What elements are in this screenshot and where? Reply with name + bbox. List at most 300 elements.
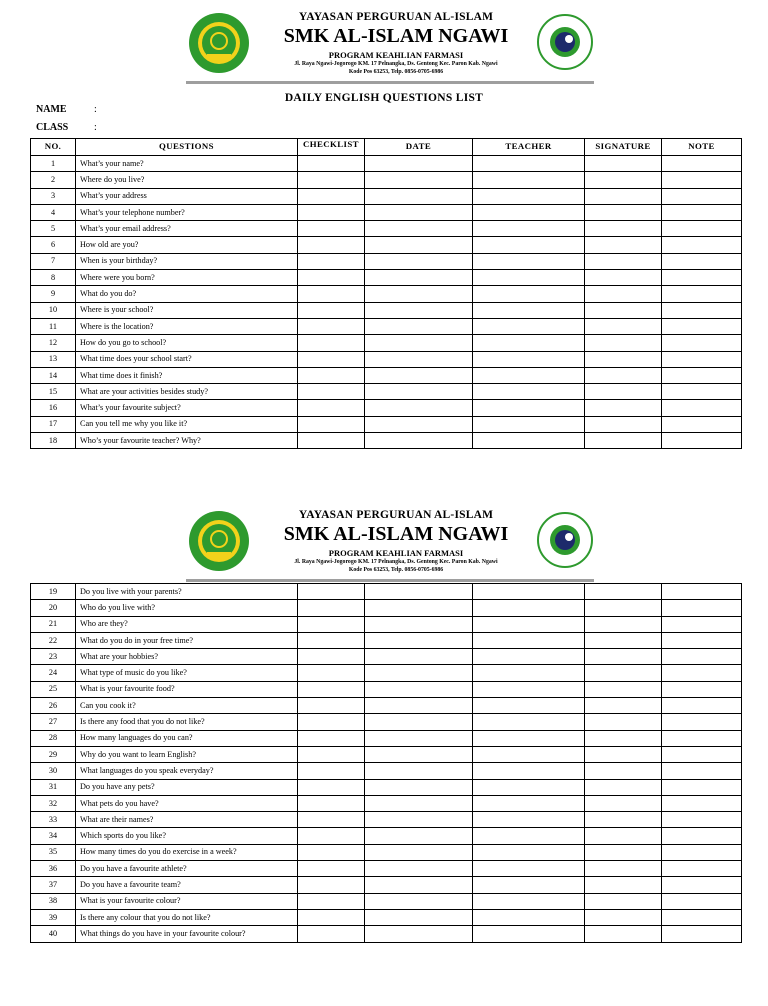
signature-cell[interactable]: [585, 844, 662, 860]
question-text: Is there any food that you do not like?: [76, 714, 298, 730]
signature-cell[interactable]: [585, 909, 662, 925]
checklist-cell[interactable]: [298, 649, 365, 665]
teacher-cell[interactable]: [473, 649, 585, 665]
date-cell[interactable]: [365, 384, 473, 400]
teacher-cell[interactable]: [473, 926, 585, 942]
row-number: 13: [31, 351, 76, 367]
signature-cell[interactable]: [585, 156, 662, 172]
question-text: What’s your favourite subject?: [76, 400, 298, 416]
teacher-cell[interactable]: [473, 681, 585, 697]
checklist-cell[interactable]: [298, 779, 365, 795]
date-cell[interactable]: [365, 221, 473, 237]
row-number: 24: [31, 665, 76, 681]
note-cell[interactable]: [662, 828, 742, 844]
smk-al-islam-emblem-icon: [536, 510, 594, 576]
row-number: 11: [31, 318, 76, 334]
teacher-cell[interactable]: [473, 335, 585, 351]
note-cell[interactable]: [662, 812, 742, 828]
table-row: [31, 204, 742, 220]
checklist-cell[interactable]: [298, 681, 365, 697]
class-field: [36, 122, 97, 133]
class-separator: :: [94, 122, 97, 133]
signature-cell[interactable]: [585, 351, 662, 367]
school-address: Jl. Raya Ngawi-Jogorogo KM. 17 Pelnangka, Ds. Gentong Kec. Paron Kab. Ngawi: [294, 559, 498, 565]
date-cell[interactable]: [365, 828, 473, 844]
teacher-cell[interactable]: [473, 400, 585, 416]
date-cell[interactable]: [365, 172, 473, 188]
checklist-cell[interactable]: [298, 270, 365, 286]
teacher-cell[interactable]: [473, 204, 585, 220]
row-number: 22: [31, 632, 76, 648]
signature-cell[interactable]: [585, 188, 662, 204]
date-cell[interactable]: [365, 302, 473, 318]
note-cell[interactable]: [662, 730, 742, 746]
date-cell[interactable]: [365, 877, 473, 893]
note-cell[interactable]: [662, 384, 742, 400]
teacher-cell[interactable]: [473, 730, 585, 746]
signature-cell[interactable]: [585, 746, 662, 762]
table-row: [31, 698, 742, 714]
note-cell[interactable]: [662, 649, 742, 665]
date-cell[interactable]: [365, 616, 473, 632]
signature-cell[interactable]: [585, 877, 662, 893]
signature-cell[interactable]: [585, 828, 662, 844]
note-cell[interactable]: [662, 746, 742, 762]
date-cell[interactable]: [365, 795, 473, 811]
teacher-cell[interactable]: [473, 779, 585, 795]
checklist-cell[interactable]: [298, 844, 365, 860]
signature-cell[interactable]: [585, 665, 662, 681]
teacher-cell[interactable]: [473, 600, 585, 616]
checklist-cell[interactable]: [298, 204, 365, 220]
header-teacher: TEACHER: [473, 139, 585, 156]
table-row: [31, 844, 742, 860]
teacher-cell[interactable]: [473, 665, 585, 681]
signature-cell[interactable]: [585, 416, 662, 432]
row-number: 31: [31, 779, 76, 795]
checklist-cell[interactable]: [298, 861, 365, 877]
note-cell[interactable]: [662, 714, 742, 730]
date-cell[interactable]: [365, 351, 473, 367]
question-text: What is your favourite food?: [76, 681, 298, 697]
table-row: [31, 877, 742, 893]
signature-cell[interactable]: [585, 270, 662, 286]
note-cell[interactable]: [662, 632, 742, 648]
header-questions: QUESTIONS: [76, 139, 298, 156]
signature-cell[interactable]: [585, 681, 662, 697]
teacher-cell[interactable]: [473, 351, 585, 367]
note-cell[interactable]: [662, 188, 742, 204]
row-number: 21: [31, 616, 76, 632]
checklist-cell[interactable]: [298, 286, 365, 302]
name-field: [36, 104, 97, 115]
date-cell[interactable]: [365, 812, 473, 828]
note-cell[interactable]: [662, 204, 742, 220]
note-cell[interactable]: [662, 861, 742, 877]
question-text: When is your birthday?: [76, 253, 298, 269]
teacher-cell[interactable]: [473, 172, 585, 188]
date-cell[interactable]: [365, 665, 473, 681]
teacher-cell[interactable]: [473, 795, 585, 811]
note-cell[interactable]: [662, 253, 742, 269]
name-separator: :: [94, 104, 97, 115]
signature-cell[interactable]: [585, 812, 662, 828]
signature-cell[interactable]: [585, 779, 662, 795]
note-cell[interactable]: [662, 172, 742, 188]
checklist-cell[interactable]: [298, 926, 365, 942]
teacher-cell[interactable]: [473, 253, 585, 269]
note-cell[interactable]: [662, 416, 742, 432]
note-cell[interactable]: [662, 318, 742, 334]
date-cell[interactable]: [365, 649, 473, 665]
row-number: 10: [31, 302, 76, 318]
table-row: [31, 665, 742, 681]
signature-cell[interactable]: [585, 318, 662, 334]
checklist-cell[interactable]: [298, 335, 365, 351]
question-text: Do you live with your parents?: [76, 584, 298, 600]
school-contact: Kode Pos 63253, Telp. 0856-0705-6986: [348, 68, 444, 75]
question-text: Why do you want to learn English?: [76, 746, 298, 762]
note-cell[interactable]: [662, 600, 742, 616]
checklist-cell[interactable]: [298, 156, 365, 172]
teacher-cell[interactable]: [473, 433, 585, 449]
note-cell[interactable]: [662, 665, 742, 681]
checklist-cell[interactable]: [298, 665, 365, 681]
row-number: 39: [31, 909, 76, 925]
signature-cell[interactable]: [585, 286, 662, 302]
note-cell[interactable]: [662, 893, 742, 909]
checklist-cell[interactable]: [298, 616, 365, 632]
table-row: [31, 172, 742, 188]
signature-cell[interactable]: [585, 400, 662, 416]
checklist-cell[interactable]: [298, 384, 365, 400]
checklist-cell[interactable]: [298, 730, 365, 746]
table-row: [31, 909, 742, 925]
table-body-page-2: [31, 584, 742, 943]
date-cell[interactable]: [365, 335, 473, 351]
table-row: [31, 286, 742, 302]
signature-cell[interactable]: [585, 302, 662, 318]
row-number: 18: [31, 433, 76, 449]
row-number: 38: [31, 893, 76, 909]
row-number: 12: [31, 335, 76, 351]
teacher-cell[interactable]: [473, 828, 585, 844]
row-number: 36: [31, 861, 76, 877]
date-cell[interactable]: [365, 909, 473, 925]
note-cell[interactable]: [662, 844, 742, 860]
date-cell[interactable]: [365, 433, 473, 449]
date-cell[interactable]: [365, 367, 473, 383]
note-cell[interactable]: [662, 681, 742, 697]
signature-cell[interactable]: [585, 367, 662, 383]
teacher-cell[interactable]: [473, 188, 585, 204]
checklist-cell[interactable]: [298, 763, 365, 779]
question-text: What do you do in your free time?: [76, 632, 298, 648]
question-text: What pets do you have?: [76, 795, 298, 811]
note-cell[interactable]: [662, 302, 742, 318]
table-row: [31, 681, 742, 697]
table-row: [31, 400, 742, 416]
question-text: Where were you born?: [76, 270, 298, 286]
checklist-cell[interactable]: [298, 318, 365, 334]
row-number: 23: [31, 649, 76, 665]
note-cell[interactable]: [662, 270, 742, 286]
table-row: [31, 270, 742, 286]
note-cell[interactable]: [662, 335, 742, 351]
signature-cell[interactable]: [585, 649, 662, 665]
teacher-cell[interactable]: [473, 616, 585, 632]
teacher-cell[interactable]: [473, 237, 585, 253]
signature-cell[interactable]: [585, 237, 662, 253]
teacher-cell[interactable]: [473, 367, 585, 383]
checklist-cell[interactable]: [298, 221, 365, 237]
teacher-cell[interactable]: [473, 221, 585, 237]
checklist-cell[interactable]: [298, 172, 365, 188]
signature-cell[interactable]: [585, 763, 662, 779]
date-cell[interactable]: [365, 204, 473, 220]
checklist-cell[interactable]: [298, 746, 365, 762]
date-cell[interactable]: [365, 237, 473, 253]
table-row: [31, 714, 742, 730]
table-header-row: [31, 139, 742, 156]
note-cell[interactable]: [662, 779, 742, 795]
row-number: 30: [31, 763, 76, 779]
signature-cell[interactable]: [585, 730, 662, 746]
note-cell[interactable]: [662, 221, 742, 237]
checklist-cell[interactable]: [298, 433, 365, 449]
checklist-cell[interactable]: [298, 584, 365, 600]
checklist-cell[interactable]: [298, 877, 365, 893]
question-text: Can you cook it?: [76, 698, 298, 714]
signature-cell[interactable]: [585, 698, 662, 714]
question-text: What type of music do you like?: [76, 665, 298, 681]
header-date: DATE: [365, 139, 473, 156]
checklist-cell[interactable]: [298, 367, 365, 383]
table-row: [31, 156, 742, 172]
signature-cell[interactable]: [585, 600, 662, 616]
signature-cell[interactable]: [585, 893, 662, 909]
row-number: 17: [31, 416, 76, 432]
teacher-cell[interactable]: [473, 632, 585, 648]
checklist-cell[interactable]: [298, 632, 365, 648]
signature-cell[interactable]: [585, 632, 662, 648]
note-cell[interactable]: [662, 584, 742, 600]
date-cell[interactable]: [365, 763, 473, 779]
note-cell[interactable]: [662, 877, 742, 893]
row-number: 26: [31, 698, 76, 714]
date-cell[interactable]: [365, 416, 473, 432]
question-text: Which sports do you like?: [76, 828, 298, 844]
teacher-cell[interactable]: [473, 318, 585, 334]
date-cell[interactable]: [365, 746, 473, 762]
teacher-cell[interactable]: [473, 893, 585, 909]
teacher-cell[interactable]: [473, 384, 585, 400]
row-number: 40: [31, 926, 76, 942]
table-row: [31, 763, 742, 779]
teacher-cell[interactable]: [473, 302, 585, 318]
date-cell[interactable]: [365, 730, 473, 746]
date-cell[interactable]: [365, 584, 473, 600]
date-cell[interactable]: [365, 779, 473, 795]
row-number: 2: [31, 172, 76, 188]
row-number: 20: [31, 600, 76, 616]
letterhead-page-2: [186, 506, 594, 582]
note-cell[interactable]: [662, 351, 742, 367]
teacher-cell[interactable]: [473, 270, 585, 286]
row-number: 33: [31, 812, 76, 828]
checklist-cell[interactable]: [298, 795, 365, 811]
table-row: [31, 795, 742, 811]
teacher-cell[interactable]: [473, 584, 585, 600]
table-row: [31, 318, 742, 334]
teacher-cell[interactable]: [473, 286, 585, 302]
row-number: 6: [31, 237, 76, 253]
date-cell[interactable]: [365, 714, 473, 730]
row-number: 37: [31, 877, 76, 893]
date-cell[interactable]: [365, 632, 473, 648]
question-text: What’s your name?: [76, 156, 298, 172]
school-name: SMK AL-ISLAM NGAWI: [283, 523, 509, 545]
row-number: 1: [31, 156, 76, 172]
signature-cell[interactable]: [585, 221, 662, 237]
checklist-cell[interactable]: [298, 400, 365, 416]
checklist-cell[interactable]: [298, 253, 365, 269]
date-cell[interactable]: [365, 681, 473, 697]
note-cell[interactable]: [662, 156, 742, 172]
row-number: 4: [31, 204, 76, 220]
signature-cell[interactable]: [585, 204, 662, 220]
teacher-cell[interactable]: [473, 763, 585, 779]
signature-cell[interactable]: [585, 926, 662, 942]
question-text: What do you do?: [76, 286, 298, 302]
date-cell[interactable]: [365, 926, 473, 942]
question-text: Who are they?: [76, 616, 298, 632]
signature-cell[interactable]: [585, 616, 662, 632]
date-cell[interactable]: [365, 188, 473, 204]
table-row: [31, 584, 742, 600]
table-body-page-1: [31, 156, 742, 449]
note-cell[interactable]: [662, 926, 742, 942]
signature-cell[interactable]: [585, 253, 662, 269]
table-row: [31, 384, 742, 400]
date-cell[interactable]: [365, 861, 473, 877]
question-text: Do you have any pets?: [76, 779, 298, 795]
question-text: Do you have a favourite team?: [76, 877, 298, 893]
teacher-cell[interactable]: [473, 416, 585, 432]
checklist-cell[interactable]: [298, 237, 365, 253]
row-number: 19: [31, 584, 76, 600]
question-text: What are their names?: [76, 812, 298, 828]
row-number: 28: [31, 730, 76, 746]
header-signature: SIGNATURE: [585, 139, 662, 156]
teacher-cell[interactable]: [473, 909, 585, 925]
checklist-cell[interactable]: [298, 714, 365, 730]
checklist-cell[interactable]: [298, 188, 365, 204]
foundation-name: YAYASAN PERGURUAN AL-ISLAM: [298, 509, 494, 521]
row-number: 5: [31, 221, 76, 237]
foundation-name: YAYASAN PERGURUAN AL-ISLAM: [298, 11, 494, 23]
date-cell[interactable]: [365, 156, 473, 172]
checklist-cell[interactable]: [298, 302, 365, 318]
table-row: [31, 253, 742, 269]
table-row: [31, 616, 742, 632]
signature-cell[interactable]: [585, 795, 662, 811]
row-number: 14: [31, 367, 76, 383]
teacher-cell[interactable]: [473, 861, 585, 877]
note-cell[interactable]: [662, 616, 742, 632]
date-cell[interactable]: [365, 844, 473, 860]
date-cell[interactable]: [365, 400, 473, 416]
checklist-cell[interactable]: [298, 909, 365, 925]
signature-cell[interactable]: [585, 433, 662, 449]
checklist-cell[interactable]: [298, 812, 365, 828]
note-cell[interactable]: [662, 698, 742, 714]
date-cell[interactable]: [365, 698, 473, 714]
note-cell[interactable]: [662, 367, 742, 383]
note-cell[interactable]: [662, 909, 742, 925]
checklist-cell[interactable]: [298, 600, 365, 616]
question-text: What’s your telephone number?: [76, 204, 298, 220]
teacher-cell[interactable]: [473, 877, 585, 893]
signature-cell[interactable]: [585, 584, 662, 600]
school-contact: Kode Pos 63253, Telp. 0856-0705-6986: [348, 566, 444, 573]
note-cell[interactable]: [662, 286, 742, 302]
row-number: 3: [31, 188, 76, 204]
note-cell[interactable]: [662, 433, 742, 449]
note-cell[interactable]: [662, 795, 742, 811]
row-number: 15: [31, 384, 76, 400]
checklist-cell[interactable]: [298, 351, 365, 367]
date-cell[interactable]: [365, 253, 473, 269]
date-cell[interactable]: [365, 318, 473, 334]
checklist-cell[interactable]: [298, 416, 365, 432]
teacher-cell[interactable]: [473, 844, 585, 860]
letterhead: [186, 8, 594, 84]
date-cell[interactable]: [365, 286, 473, 302]
checklist-cell[interactable]: [298, 698, 365, 714]
signature-cell[interactable]: [585, 714, 662, 730]
note-cell[interactable]: [662, 400, 742, 416]
teacher-cell[interactable]: [473, 698, 585, 714]
note-cell[interactable]: [662, 763, 742, 779]
teacher-cell[interactable]: [473, 156, 585, 172]
date-cell[interactable]: [365, 893, 473, 909]
date-cell[interactable]: [365, 270, 473, 286]
question-text: What’s your email address?: [76, 221, 298, 237]
class-label: CLASS: [36, 122, 69, 133]
table-row: [31, 632, 742, 648]
signature-cell[interactable]: [585, 384, 662, 400]
table-row: [31, 367, 742, 383]
signature-cell[interactable]: [585, 335, 662, 351]
teacher-cell[interactable]: [473, 812, 585, 828]
date-cell[interactable]: [365, 600, 473, 616]
checklist-cell[interactable]: [298, 828, 365, 844]
row-number: 32: [31, 795, 76, 811]
teacher-cell[interactable]: [473, 746, 585, 762]
table-row: [31, 649, 742, 665]
table-row: [31, 221, 742, 237]
question-text: Do you have a favourite athlete?: [76, 861, 298, 877]
teacher-cell[interactable]: [473, 714, 585, 730]
signature-cell[interactable]: [585, 861, 662, 877]
signature-cell[interactable]: [585, 172, 662, 188]
table-row: [31, 893, 742, 909]
row-number: 27: [31, 714, 76, 730]
checklist-cell[interactable]: [298, 893, 365, 909]
question-text: How many times do you do exercise in a week?: [76, 844, 298, 860]
note-cell[interactable]: [662, 237, 742, 253]
